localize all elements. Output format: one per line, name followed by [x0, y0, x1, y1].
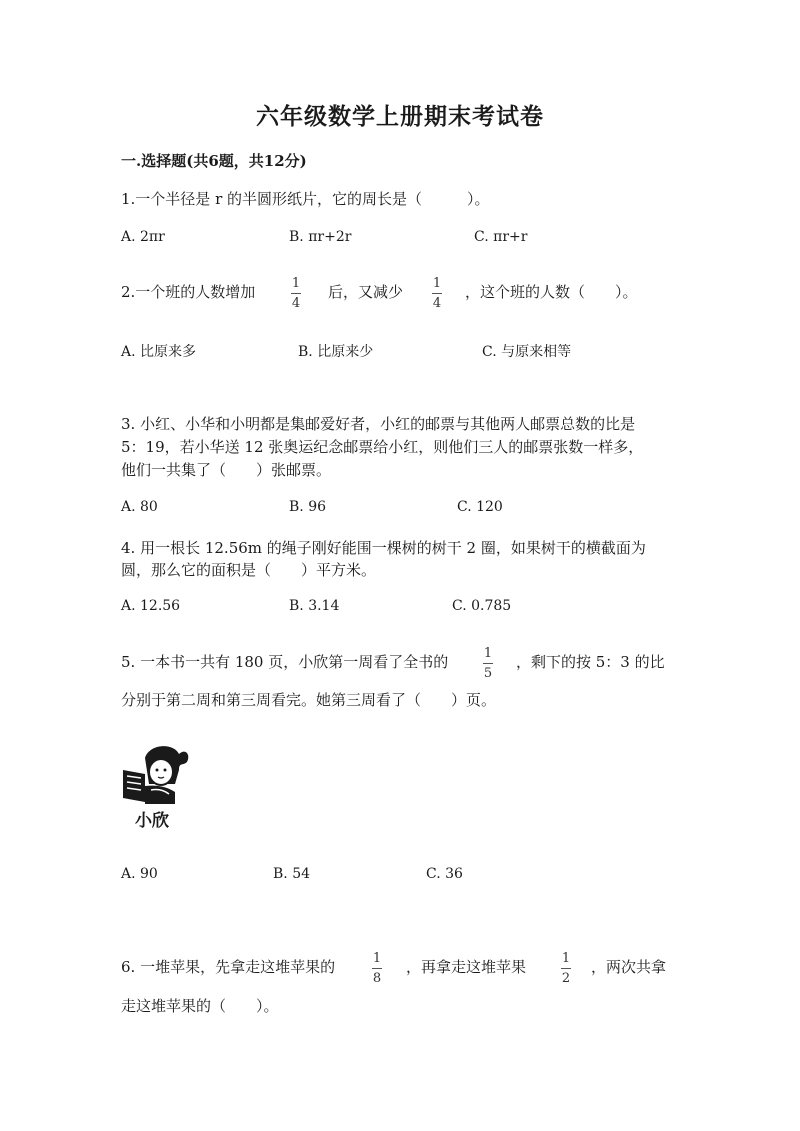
q2-frac1-numerator: 1 — [291, 276, 301, 291]
image-caption: 小欣 — [135, 811, 169, 831]
q6-frac1-numerator: 1 — [372, 951, 382, 966]
reading-girl-icon — [115, 740, 195, 810]
q5-option-a: A. 90 — [121, 866, 158, 882]
fraction-bar — [372, 968, 382, 969]
q6-frac2-numerator: 1 — [561, 951, 571, 966]
q5-text-part1: 5. 一本书一共有 180 页，小欣第一周看了全书的 — [121, 653, 449, 671]
q4-option-b: B. 3.14 — [289, 598, 340, 614]
section-heading: 一.选择题(共6题，共12分) — [121, 152, 307, 170]
q6-frac2-denominator: 2 — [561, 971, 571, 986]
q5-frac-numerator: 1 — [483, 646, 493, 661]
q2-option-a: A. 比原来多 — [121, 344, 197, 360]
page-title: 六年级数学上册期末考试卷 — [256, 103, 544, 130]
fraction-bar — [291, 293, 301, 294]
q2-frac2-denominator: 4 — [432, 296, 442, 311]
fraction-bar — [561, 968, 571, 969]
q4-line-2: 圆，那么它的面积是（ ）平方米。 — [121, 561, 377, 579]
q6-fraction-1 — [372, 951, 382, 986]
q2-text-part1: 2.一个班的人数增加 — [121, 283, 256, 301]
q6-text-part3: ，两次共拿 — [591, 958, 667, 976]
q5-line-2: 分别于第二周和第三周看完。她第三周看了（ ）页。 — [121, 691, 497, 709]
q3-line-3: 他们一共集了（ ）张邮票。 — [121, 461, 332, 479]
q6-text-part2: ，再拿走这堆苹果 — [406, 958, 527, 976]
q5-option-c: C. 36 — [426, 866, 463, 882]
q2-option-c: C. 与原来相等 — [482, 344, 572, 360]
fraction-bar — [432, 293, 442, 294]
q2-fraction-1 — [291, 276, 301, 311]
q2-option-b: B. 比原来少 — [298, 344, 374, 360]
q2-fraction-2 — [432, 276, 442, 311]
q6-fraction-2 — [561, 951, 571, 986]
q3-option-a: A. 80 — [121, 499, 158, 515]
q2-frac2-numerator: 1 — [432, 276, 442, 291]
q5-frac-denominator: 5 — [483, 666, 493, 681]
q2-text-part3: ，这个班的人数（ ）。 — [465, 283, 638, 301]
q5-option-b: B. 54 — [273, 866, 311, 882]
q1-option-a: A. 2πr — [121, 229, 165, 245]
q3-option-c: C. 120 — [457, 499, 503, 515]
q6-line-2: 走这堆苹果的（ ）。 — [121, 997, 279, 1015]
q2-frac1-denominator: 4 — [291, 296, 301, 311]
q2-text-part2: 后，又减少 — [328, 283, 404, 301]
q4-option-a: A. 12.56 — [121, 598, 181, 614]
q6-frac1-denominator: 8 — [372, 971, 382, 986]
q5-text-part2: ，剩下的按 5：3 的比 — [516, 653, 665, 671]
q5-fraction — [483, 646, 493, 681]
q6-text-part1: 6. 一堆苹果，先拿走这堆苹果的 — [121, 958, 336, 976]
q1-option-b: B. πr+2r — [289, 229, 352, 245]
q1-option-c: C. πr+r — [474, 229, 528, 245]
girl-reading-illustration — [115, 740, 195, 830]
q3-option-b: B. 96 — [289, 499, 327, 515]
fraction-bar — [483, 663, 493, 664]
q3-line-2: 5：19，若小华送 12 张奥运纪念邮票给小红，则他们三人的邮票张数一样多， — [121, 438, 644, 456]
q3-line-1: 3. 小红、小华和小明都是集邮爱好者，小红的邮票与其他两人邮票总数的比是 — [121, 415, 636, 433]
question-1-text: 1.一个半径是 r 的半圆形纸片，它的周长是（ ）。 — [121, 190, 490, 208]
q4-line-1: 4. 用一根长 12.56m 的绳子刚好能围一棵树的树干 2 圈，如果树干的横截面为 — [121, 539, 646, 557]
q4-option-c: C. 0.785 — [452, 598, 512, 614]
